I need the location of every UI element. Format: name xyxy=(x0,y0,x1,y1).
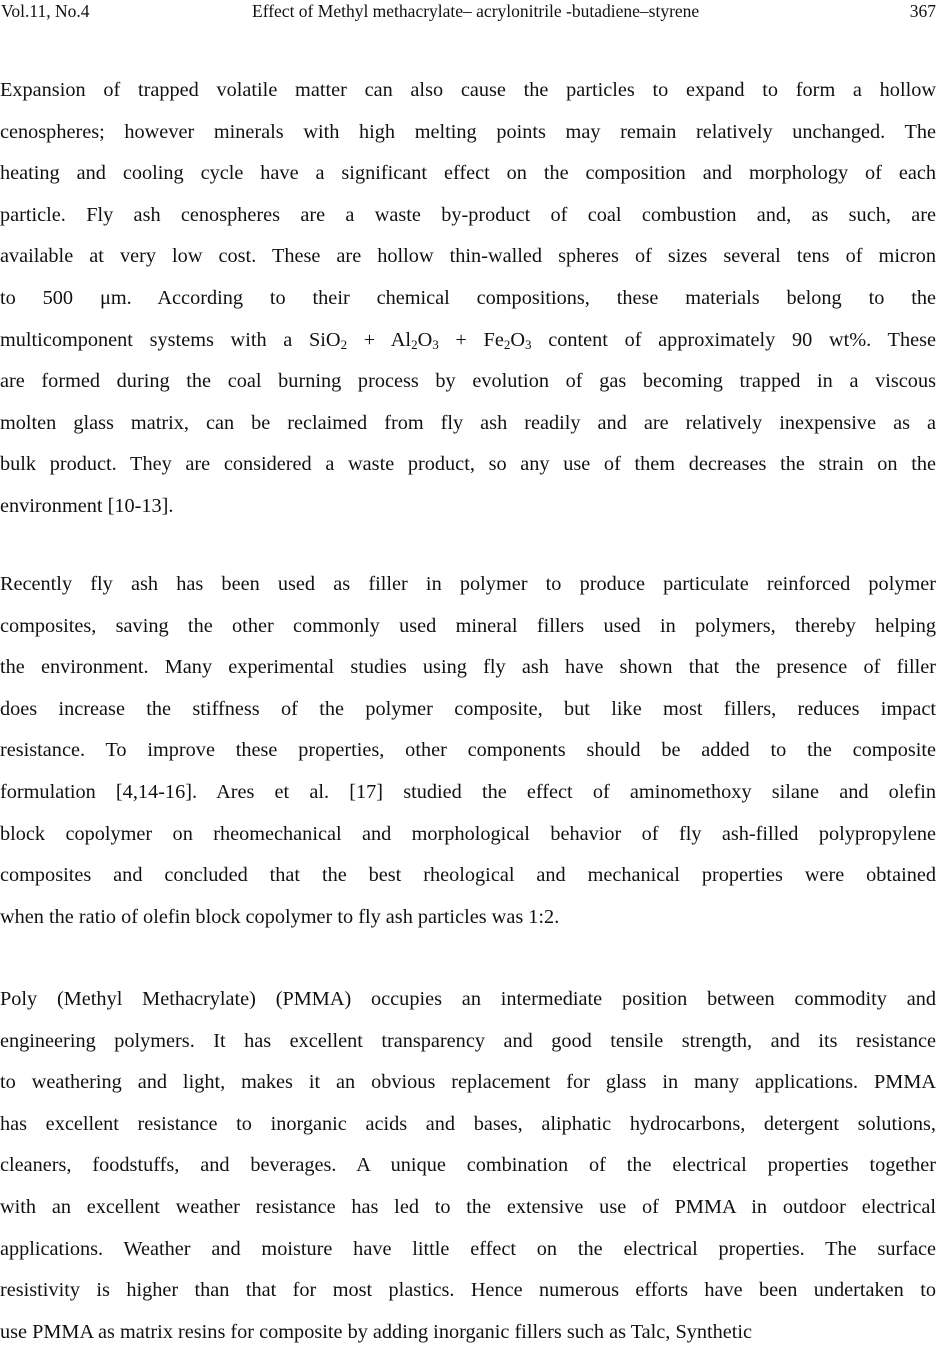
text-line: composites, saving the other commonly used mineral fillers used in polymers, thereby helping xyxy=(0,614,936,637)
subscript: 2 xyxy=(340,336,348,352)
formula-text: + Al xyxy=(347,328,412,351)
text-line: resistivity is higher than that for most plastics. Hence numerous efforts have been undertaken to xyxy=(0,1279,936,1302)
text-line: when the ratio of olefin block copolymer to fly ash particles was 1:2. xyxy=(0,905,560,928)
formula-text: multicomponent systems with a SiO xyxy=(0,328,341,351)
running-header xyxy=(0,0,938,22)
running-title: Effect of Methyl methacrylate– acrylonitrile -butadiene–styrene xyxy=(252,1,700,21)
text-line: with an excellent weather resistance has led to the extensive use of PMMA in outdoor electrical xyxy=(0,1195,936,1218)
formula-text: content of approximately 90 wt%. These xyxy=(531,328,936,351)
text-line: are formed during the coal burning process by evolution of gas becoming trapped in a viscous xyxy=(0,370,936,393)
text-line: bulk product. They are considered a waste product, so any use of them decreases the strain on the xyxy=(0,453,936,476)
text-line: particle. Fly ash cenospheres are a waste by-product of coal combustion and, as such, are xyxy=(0,203,936,226)
volume-issue: Vol.11, No.4 xyxy=(1,1,90,21)
text-line: use PMMA as matrix resins for composite by adding inorganic fillers such as Talc, Synthetic xyxy=(0,1320,753,1343)
formula-text: O xyxy=(510,328,525,351)
paragraph-fly-ash-filler xyxy=(0,564,936,938)
formula-text: O xyxy=(417,328,433,351)
text-line: cleaners, foodstuffs, and beverages. A unique combination of the electrical properties together xyxy=(0,1154,936,1177)
text-line: block copolymer on rheomechanical and morphological behavior of fly ash-filled polypropylene xyxy=(0,822,936,845)
text-line: Poly (Methyl Methacrylate) (PMMA) occupies an intermediate position between commodity and xyxy=(0,988,936,1010)
text-line: heating and cooling cycle have a significant effect on the composition and morphology of each xyxy=(0,162,936,185)
text-line: Expansion of trapped volatile matter can also cause the particles to expand to form a hollow xyxy=(0,79,936,101)
text-line: cenospheres; however minerals with high melting points may remain relatively unchanged. The xyxy=(0,120,936,143)
formula-line xyxy=(0,320,936,362)
formula-text: + Fe xyxy=(438,328,504,351)
text-line: to 500 μm. According to their chemical compositions, these materials belong to the xyxy=(0,286,936,309)
text-line: to weathering and light, makes it an obvious replacement for glass in many applications. PMMA xyxy=(0,1071,936,1094)
text-line: the environment. Many experimental studies using fly ash have shown that the presence of filler xyxy=(0,656,936,679)
text-line: engineering polymers. It has excellent transparency and good tensile strength, and its resistance xyxy=(0,1029,936,1052)
subscript: 3 xyxy=(432,336,439,352)
text-line: applications. Weather and moisture have little effect on the electrical properties. The surface xyxy=(0,1237,936,1260)
text-line: formulation [4,14-16]. Ares et al. [17] studied the effect of aminomethoxy silane and olefin xyxy=(0,780,936,803)
text-line: Recently fly ash has been used as filler in polymer to produce particulate reinforced polymer xyxy=(0,573,936,595)
text-line: does increase the stiffness of the polymer composite, but like most fillers, reduces impact xyxy=(0,697,936,720)
subscript: 3 xyxy=(525,336,532,352)
subscript: 2 xyxy=(503,336,511,352)
text-line: has excellent resistance to inorganic acids and bases, aliphatic hydrocarbons, detergent solutions, xyxy=(0,1112,936,1135)
text-line: resistance. To improve these properties, other components should be added to the composite xyxy=(0,739,936,762)
text-line: composites and concluded that the best rheological and mechanical properties were obtained xyxy=(0,864,936,887)
subscript: 2 xyxy=(411,336,418,352)
paragraph-pmma xyxy=(0,979,936,1353)
page-number: 367 xyxy=(909,1,936,21)
paragraph-cenospheres xyxy=(0,70,936,528)
text-line: environment [10-13]. xyxy=(0,494,174,517)
text-line: available at very low cost. These are hollow thin-walled spheres of sizes several tens of micron xyxy=(0,245,936,268)
text-line: molten glass matrix, can be reclaimed from fly ash readily and are relatively inexpensive as a xyxy=(0,411,936,434)
